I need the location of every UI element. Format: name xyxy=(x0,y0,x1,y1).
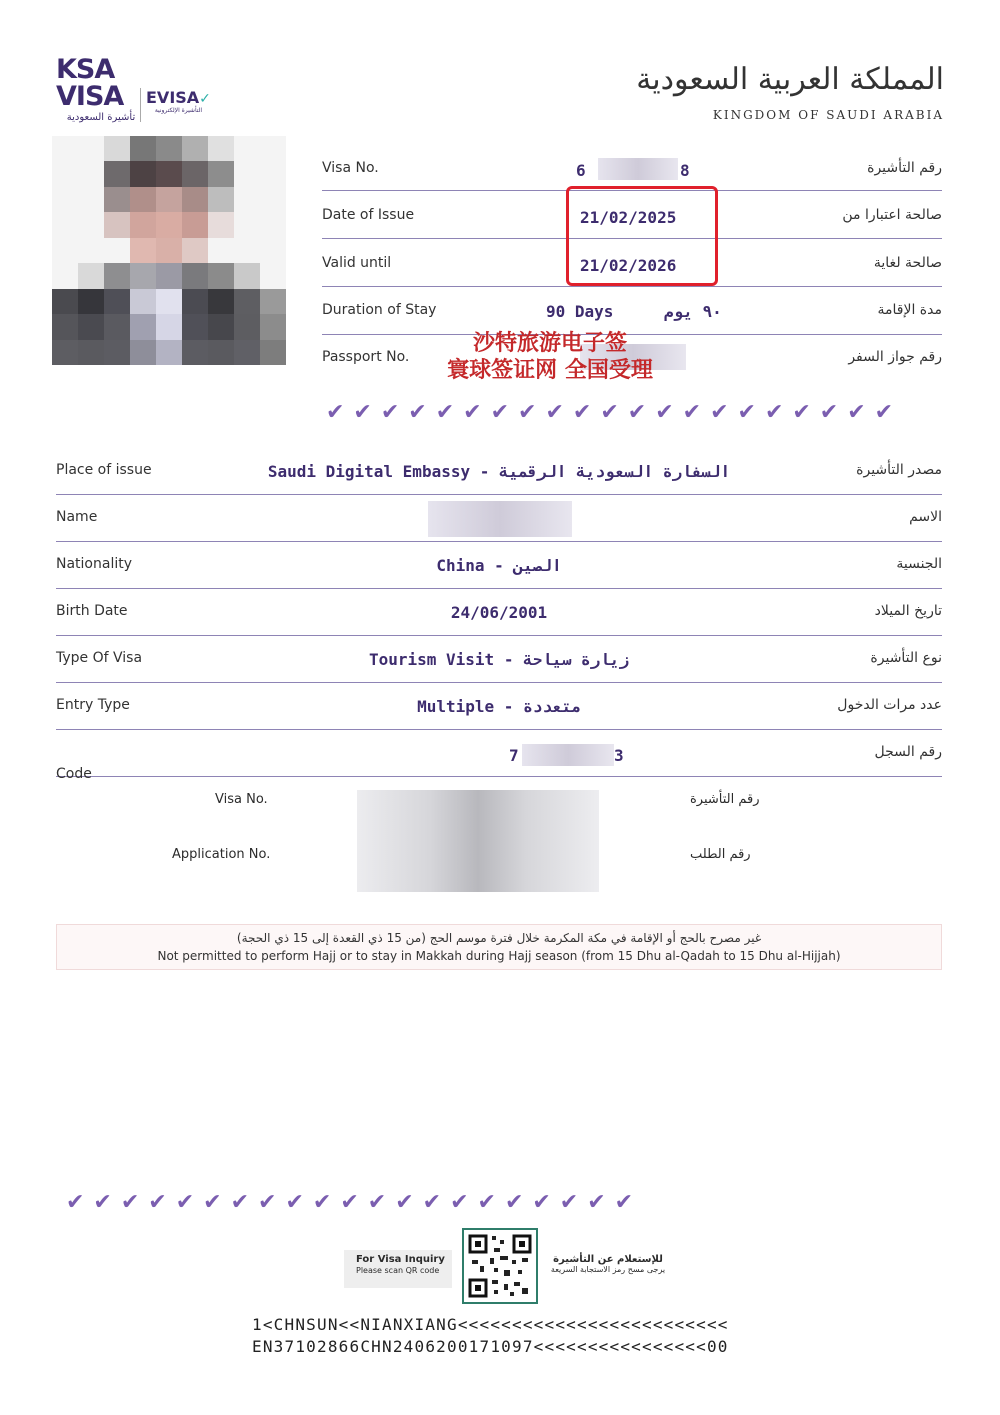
photo-pixel xyxy=(104,238,130,263)
duration-label: Duration of Stay xyxy=(322,302,437,318)
date-of-issue-label: Date of Issue xyxy=(322,207,415,223)
valid-until-label-ar: صالحة لغاية xyxy=(873,255,942,271)
photo-pixel xyxy=(78,161,104,186)
photo-pixel xyxy=(234,340,260,365)
entry-type-value: Multiple - متعددة xyxy=(417,697,581,716)
photo-pixel xyxy=(104,161,130,186)
visa-number-end: 8 xyxy=(680,161,690,180)
date-of-issue-label-ar: صالحة اعتبارا من xyxy=(842,207,942,223)
photo-pixel xyxy=(130,161,156,186)
inquiry-en-box xyxy=(344,1250,452,1288)
photo-pixel xyxy=(156,136,182,161)
photo-pixel xyxy=(260,238,286,263)
duration-label-ar: مدة الإقامة xyxy=(877,302,942,318)
photo-pixel xyxy=(156,212,182,237)
hajj-notice-english: Not permitted to perform Hajj or to stay in Makkah during Hajj season (from 15 Dhu al-Qadah to 15 Dhu al-Hijjah) xyxy=(157,949,841,963)
photo-pixel xyxy=(52,289,78,314)
code-visa-no-label-ar: رقم التأشيرة xyxy=(690,792,760,807)
photo-pixel xyxy=(260,289,286,314)
inquiry-ar-sub: يرجى مسح رمز الاستجابة السريعة xyxy=(550,1265,666,1274)
visa-type-value: Tourism Visit - زيارة سياحة xyxy=(368,650,630,669)
passport-label-ar: رقم جواز السفر xyxy=(848,349,942,365)
code-application-no-label-ar: رقم الطلب xyxy=(690,847,751,862)
photo-pixel xyxy=(130,212,156,237)
place-of-issue-row xyxy=(56,448,942,495)
ksa-visa-logo xyxy=(56,56,146,123)
evisa-logo xyxy=(146,88,211,114)
photo-pixel xyxy=(208,136,234,161)
photo-pixel xyxy=(182,340,208,365)
check-icon: ✓ xyxy=(199,91,211,107)
photo-pixel xyxy=(78,136,104,161)
photo-pixel xyxy=(182,136,208,161)
register-value-end: 3 xyxy=(614,746,624,765)
photo-pixel xyxy=(260,314,286,339)
nationality-row xyxy=(56,542,942,589)
applicant-photo xyxy=(52,136,286,365)
photo-pixel xyxy=(52,314,78,339)
photo-pixel xyxy=(234,314,260,339)
redacted-register-number xyxy=(522,744,614,766)
photo-pixel xyxy=(52,161,78,186)
mrz-line-1: 1<CHNSUN<<NIANXIANG<<<<<<<<<<<<<<<<<<<<<<<<< xyxy=(252,1315,729,1334)
evisa-text: EVISA xyxy=(146,88,200,107)
kingdom-english-title: KINGDOM OF SAUDI ARABIA xyxy=(712,108,944,122)
place-of-issue-label: Place of issue xyxy=(56,462,152,478)
entry-type-label: Entry Type xyxy=(56,697,130,713)
photo-pixel xyxy=(104,136,130,161)
visa-number-label: Visa No. xyxy=(322,160,379,176)
photo-pixel xyxy=(182,238,208,263)
photo-pixel xyxy=(130,238,156,263)
logo-divider xyxy=(140,88,141,122)
photo-pixel xyxy=(156,340,182,365)
photo-pixel xyxy=(52,340,78,365)
photo-pixel xyxy=(104,187,130,212)
entry-type-label-ar: عدد مرات الدخول xyxy=(837,697,942,713)
birth-date-row xyxy=(56,589,942,636)
photo-pixel xyxy=(234,136,260,161)
visa-type-row xyxy=(56,636,942,683)
photo-pixel xyxy=(52,212,78,237)
register-label-ar: رقم السجل xyxy=(874,744,942,760)
birth-date-label-ar: تاريخ الميلاد xyxy=(874,603,942,619)
visa-number-label-ar: رقم التأشيرة xyxy=(867,160,942,176)
visa-number-row xyxy=(322,144,942,191)
photo-pixel xyxy=(182,212,208,237)
photo-pixel xyxy=(78,289,104,314)
photo-pixel xyxy=(104,263,130,288)
logo-text-arabic: تأشيرة السعودية xyxy=(66,112,136,123)
hajj-notice-arabic: غير مصرح بالحج أو الإقامة في مكة المكرمة خلال فترة موسم الحج (من 15 ذي القعدة إلى 15 ذي الحجة) xyxy=(236,931,762,945)
photo-pixel xyxy=(156,289,182,314)
name-row xyxy=(56,495,942,542)
photo-pixel xyxy=(182,263,208,288)
nationality-label-ar: الجنسية xyxy=(896,556,942,572)
qr-code-icon[interactable] xyxy=(462,1228,538,1304)
birth-date-value: 24/06/2001 xyxy=(450,603,548,622)
redacted-visa-number xyxy=(598,158,678,180)
photo-pixel xyxy=(78,187,104,212)
photo-pixel xyxy=(260,263,286,288)
hajj-notice xyxy=(56,924,942,970)
photo-pixel xyxy=(234,187,260,212)
check-pattern-bottom: ✔✔✔✔✔✔✔✔✔✔✔✔✔✔✔✔✔✔✔✔✔ xyxy=(66,1190,643,1215)
redacted-barcodes xyxy=(357,790,599,892)
watermark-line2: 寰球签证网 全国受理 xyxy=(447,358,653,383)
photo-pixel xyxy=(208,340,234,365)
photo-pixel xyxy=(78,212,104,237)
photo-pixel xyxy=(52,263,78,288)
photo-pixel xyxy=(104,212,130,237)
duration-value: 90 Days xyxy=(546,302,614,321)
place-of-issue-label-ar: مصدر التأشيرة xyxy=(856,462,942,478)
photo-pixel xyxy=(234,238,260,263)
birth-date-label: Birth Date xyxy=(56,603,128,619)
photo-pixel xyxy=(130,340,156,365)
name-label-ar: الاسم xyxy=(909,509,942,525)
visa-number-start: 6 xyxy=(576,161,586,180)
photo-pixel xyxy=(208,187,234,212)
inquiry-en-sub: Please scan QR code xyxy=(356,1266,440,1275)
photo-pixel xyxy=(52,187,78,212)
photo-pixel xyxy=(78,238,104,263)
photo-pixel xyxy=(130,314,156,339)
photo-pixel xyxy=(234,212,260,237)
photo-pixel xyxy=(208,314,234,339)
code-label: Code xyxy=(56,766,92,782)
code-application-no-label: Application No. xyxy=(172,847,271,862)
photo-pixel xyxy=(234,263,260,288)
photo-pixel xyxy=(104,340,130,365)
valid-until-label: Valid until xyxy=(322,255,392,271)
place-of-issue-value: Saudi Digital Embassy - السفارة السعودية الرقمية xyxy=(267,462,731,481)
photo-pixel xyxy=(208,212,234,237)
photo-pixel xyxy=(78,314,104,339)
nationality-value: China - الصين xyxy=(436,556,562,575)
photo-pixel xyxy=(130,187,156,212)
photo-pixel xyxy=(130,289,156,314)
photo-pixel xyxy=(182,289,208,314)
check-pattern-top: ✔✔✔✔✔✔✔✔✔✔✔✔✔✔✔✔✔✔✔✔✔ xyxy=(326,400,903,425)
photo-pixel xyxy=(104,314,130,339)
photo-pixel xyxy=(104,289,130,314)
duration-row xyxy=(322,287,942,335)
photo-pixel xyxy=(130,136,156,161)
visa-type-label: Type Of Visa xyxy=(56,650,143,666)
kingdom-emblem xyxy=(636,52,944,122)
name-label: Name xyxy=(56,509,98,525)
photo-pixel xyxy=(260,161,286,186)
code-visa-no-label: Visa No. xyxy=(215,792,268,807)
photo-pixel xyxy=(234,289,260,314)
register-row xyxy=(56,730,942,782)
kingdom-arabic-calligraphy: المملكة العربية السعودية xyxy=(636,62,944,97)
photo-pixel xyxy=(208,263,234,288)
photo-pixel xyxy=(182,314,208,339)
photo-pixel xyxy=(182,161,208,186)
watermark-text xyxy=(400,330,700,384)
photo-pixel xyxy=(78,263,104,288)
duration-value-ar: ٩٠ يوم xyxy=(664,302,722,321)
photo-pixel xyxy=(182,187,208,212)
entry-type-row xyxy=(56,683,942,730)
photo-pixel xyxy=(260,187,286,212)
photo-pixel xyxy=(208,238,234,263)
visa-inquiry-block xyxy=(340,1228,670,1304)
inquiry-en-title: For Visa Inquiry xyxy=(356,1254,445,1265)
passport-label: Passport No. xyxy=(322,349,410,365)
photo-pixel xyxy=(78,340,104,365)
qr-code-graphic xyxy=(464,1230,536,1302)
photo-pixel xyxy=(156,187,182,212)
inquiry-ar-title: للإستعلام عن التأشيرة xyxy=(553,1254,663,1265)
photo-pixel xyxy=(156,161,182,186)
photo-pixel xyxy=(208,161,234,186)
evisa-arabic: التأشيرة الإلكترونية xyxy=(154,107,203,114)
photo-pixel xyxy=(130,263,156,288)
nationality-label: Nationality xyxy=(56,556,133,572)
photo-pixel xyxy=(156,238,182,263)
watermark-line1: 沙特旅游电子签 xyxy=(472,331,627,356)
photo-pixel xyxy=(208,289,234,314)
photo-pixel xyxy=(260,212,286,237)
valid-until-value: 21/02/2026 xyxy=(580,256,677,275)
mrz-line-2: EN37102866CHN2406200171097<<<<<<<<<<<<<<<<00 xyxy=(252,1337,729,1356)
photo-pixel xyxy=(260,136,286,161)
logo-text-visa: VISA xyxy=(56,81,124,112)
photo-pixel xyxy=(260,340,286,365)
visa-type-label-ar: نوع التأشيرة xyxy=(870,650,942,666)
highlight-box xyxy=(566,186,718,286)
inquiry-ar-box xyxy=(546,1254,670,1274)
photo-pixel xyxy=(52,136,78,161)
photo-pixel xyxy=(156,314,182,339)
register-value-start: 7 xyxy=(509,746,519,765)
logo-text-ksa: KSA xyxy=(56,54,115,85)
redacted-name xyxy=(428,501,572,537)
photo-pixel xyxy=(234,161,260,186)
photo-pixel xyxy=(156,263,182,288)
photo-pixel xyxy=(52,238,78,263)
date-of-issue-value: 21/02/2025 xyxy=(580,208,677,227)
